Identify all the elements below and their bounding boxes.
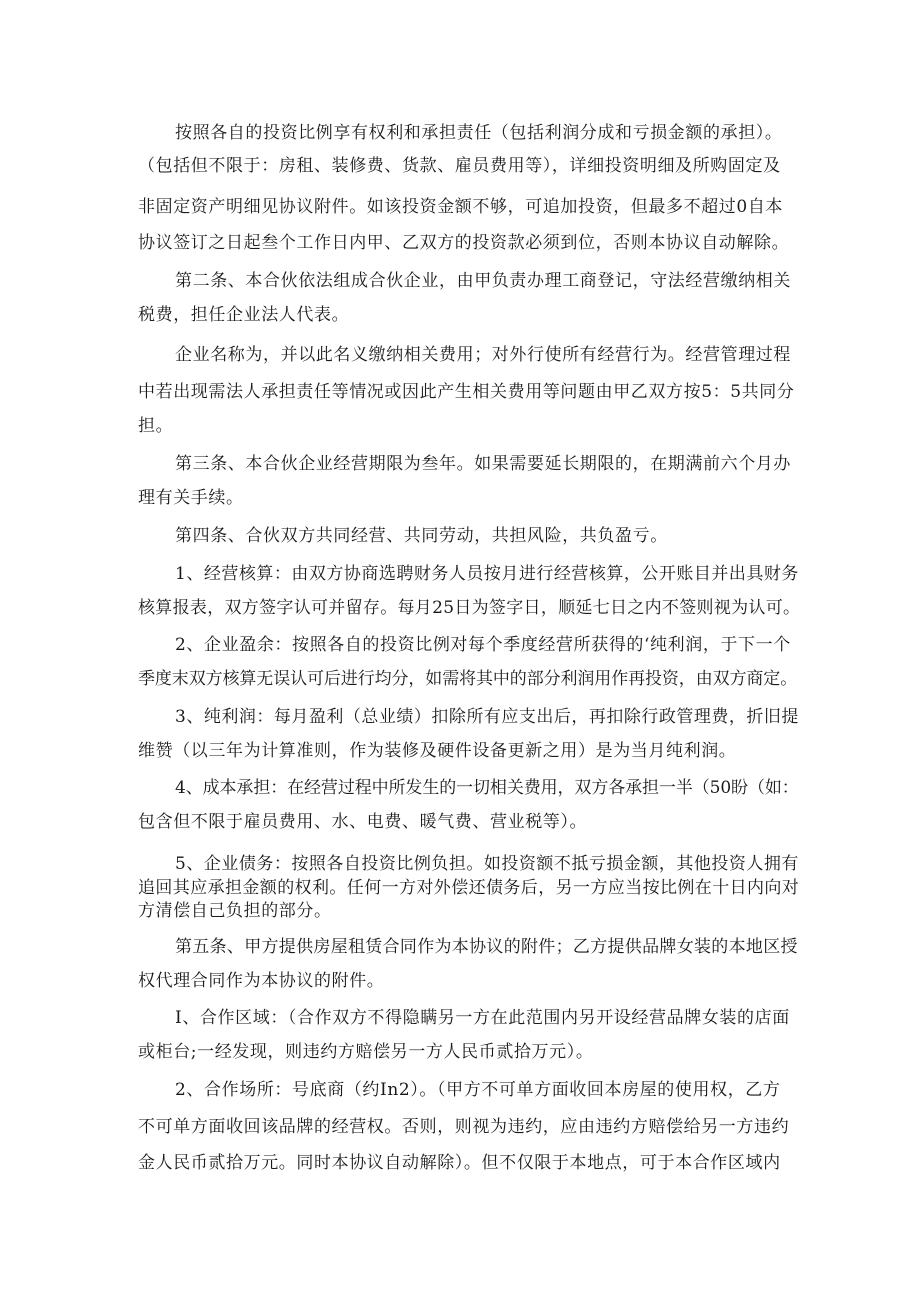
text-line: 第四条、合伙双方共同经营、共同劳动，共担风险，共负盈亏。 — [175, 526, 668, 546]
text-line: 2、企业盈余：按照各自的投资比例对每个季度经营所获得的‘纯利润，于下一个 — [175, 635, 791, 655]
text-line: 担。 — [138, 416, 174, 436]
text-line: 理有关手续。 — [138, 488, 244, 508]
text-line: 按照各自的投资比例享有权利和承担责任（包括利润分成和亏损金额的承担）。 — [175, 123, 783, 143]
text-line: 2、合作场所：号底商（约In2）。（甲方不可单方面收回本房屋的使用权，乙方 — [175, 1080, 781, 1100]
text-line: 权代理合同作为本协议的附件。 — [138, 971, 385, 991]
text-line: I、合作区域：（合作双方不得隐瞒另一方在此范围内另开设经营品牌女装的店面 — [175, 1008, 790, 1028]
text-line: 中若出现需法人承担责任等情况或因此产生相关费用等问题由甲乙双方按5：5共同分 — [138, 382, 795, 402]
text-line: 企业名称为，并以此名义缴纳相关费用；对外行使所有经营行为。经营管理过程 — [175, 345, 791, 365]
text-line: 5、企业债务：按照各自投资比例负担。如投资额不抵亏损金额，其他投资人拥有 — [175, 854, 799, 874]
text-line: 第五条、甲方提供房屋租赁合同作为本协议的附件；乙方提供品牌女装的本地区授 — [175, 937, 798, 957]
text-line: （包括但不限于：房租、装修费、货款、雇员费用等），详细投资明细及所购固定及 — [138, 156, 781, 176]
text-line: 核算报表，双方签字认可并留存。每月25日为签字日，顺延七日之内不签则视为认可。 — [138, 598, 801, 618]
text-line: 或柜台;一经发现，则违约方赔偿另一方人民币贰拾万元）。 — [138, 1042, 594, 1062]
text-line: 季度末双方核算无误认可后进行均分，如需将其中的部分利润用作再投资，由双方商定。 — [138, 669, 798, 689]
text-line: 维赞（以三年为计算准则，作为装修及硬件设备更新之用）是为当月纯利润。 — [138, 741, 737, 761]
text-line: 3、纯利润：每月盈利（总业绩）扣除所有应支出后，再扣除行政管理费，折旧提 — [175, 707, 799, 727]
text-line: 第二条、本合伙依法组成合伙企业，由甲负责办理工商登记，守法经营缴纳相关 — [175, 271, 791, 291]
text-line: 第三条、本合伙企业经营期限为叁年。如果需要延长期限的，在期满前六个月办 — [175, 454, 791, 474]
text-line: 1、经营核算：由双方协商选聘财务人员按月进行经营核算，公开账目并出具财务 — [175, 564, 799, 584]
text-line: 金人民币贰拾万元。同时本协议自动解除）。但不仅限于本地点，可于本合作区域内 — [138, 1153, 781, 1173]
text-line: 4、成本承担：在经营过程中所发生的一切相关费用，双方各承担一半（50盼（如： — [175, 778, 799, 798]
text-line: 追回其应承担金额的权利。任何一方对外偿还债务后，另一方应当按比例在十日内向对 — [138, 878, 800, 898]
text-line: 方清偿自己负担的部分。 — [138, 901, 332, 921]
text-line: 不可单方面收回该品牌的经营权。否则，则视为违约，应由违约方赔偿给另一方违约 — [138, 1117, 790, 1137]
text-line: 税费，担任企业法人代表。 — [138, 305, 350, 325]
text-line: 协议签订之日起叁个工作日内甲、乙双方的投资款必须到位，否则本协议自动解除。 — [138, 233, 790, 253]
text-line: 包含但不限于雇员费用、水、电费、暖气费、营业税等）。 — [138, 812, 588, 832]
text-line: 非固定资产明细见协议附件。如该投资金额不够，可追加投资，但最多不超过0自本 — [138, 197, 784, 217]
